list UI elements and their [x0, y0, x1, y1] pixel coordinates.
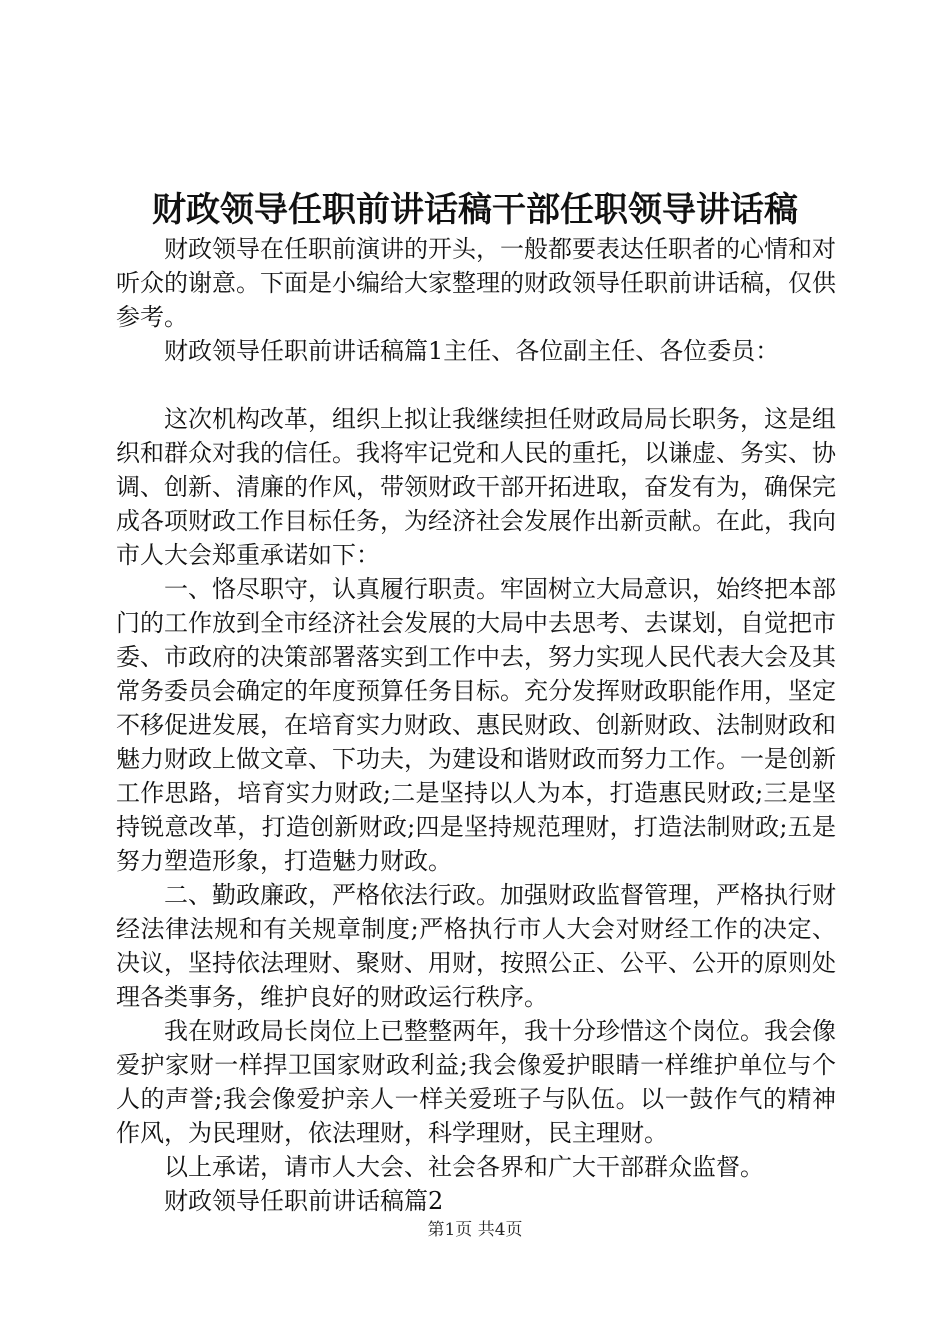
- paragraph-opening: 这次机构改革，组织上拟让我继续担任财政局局长职务，这是组织和群众对我的信任。我将牢记党和人民的重托，以谦虚、务实、协调、创新、清廉的作风，带领财政干部开拓进取，奋发有为，确保完成各项财政工作目标任务，为经济社会发展作出新贡献。在此，我向市人大会郑重承诺如下：: [116, 405, 836, 569]
- paragraph-point-two: 二、勤政廉政，严格依法行政。加强财政监督管理，严格执行财经法律法规和有关规章制度;严格执行市人大会对财经工作的决定、决议，坚持依法理财、聚财、用财，按照公正、公平、公开的原则处理各类事务，维护良好的财政运行秩序。: [116, 881, 836, 1011]
- paragraph-closing: 以上承诺，请市人大会、社会各界和广大干部群众监督。: [164, 1153, 764, 1181]
- paragraph-commitment: 我在财政局长岗位上已整整两年，我十分珍惜这个岗位。我会像爱护家财一样捍卫国家财政利益;我会像爱护眼睛一样维护单位与个人的声誉;我会像爱护亲人一样关爱班子与队伍。以一鼓作气的精神作风，为民理财，依法理财，科学理财，民主理财。: [116, 1017, 836, 1147]
- paragraph-salutation: 财政领导任职前讲话稿篇1主任、各位副主任、各位委员：: [164, 337, 780, 365]
- paragraph-section-two-heading: 财政领导任职前讲话稿篇2: [164, 1187, 444, 1215]
- paragraph-point-one: 一、恪尽职守，认真履行职责。牢固树立大局意识，始终把本部门的工作放到全市经济社会发展的大局中去思考、去谋划，自觉把市委、市政府的决策部署落实到工作中去，努力实现人民代表大会及其常务委员会确定的年度预算任务目标。充分发挥财政职能作用，坚定不移促进发展，在培育实力财政、惠民财政、创新财政、法制财政和魅力财政上做文章、下功夫，为建设和谐财政而努力工作。一是创新工作思路，培育实力财政;二是坚持以人为本，打造惠民财政;三是坚持锐意改革，打造创新财政;四是坚持规范理财，打造法制财政;五是努力塑造形象，打造魅力财政。: [116, 575, 836, 875]
- paragraph-intro: 财政领导在任职前演讲的开头，一般都要表达任职者的心情和对听众的谢意。下面是小编给大家整理的财政领导任职前讲话稿，仅供参考。: [116, 235, 836, 331]
- page-number-footer: 第1页 共4页: [427, 1220, 523, 1240]
- document-body: [116, 232, 836, 1218]
- document-title: 财政领导任职前讲话稿干部任职领导讲话稿: [152, 190, 798, 230]
